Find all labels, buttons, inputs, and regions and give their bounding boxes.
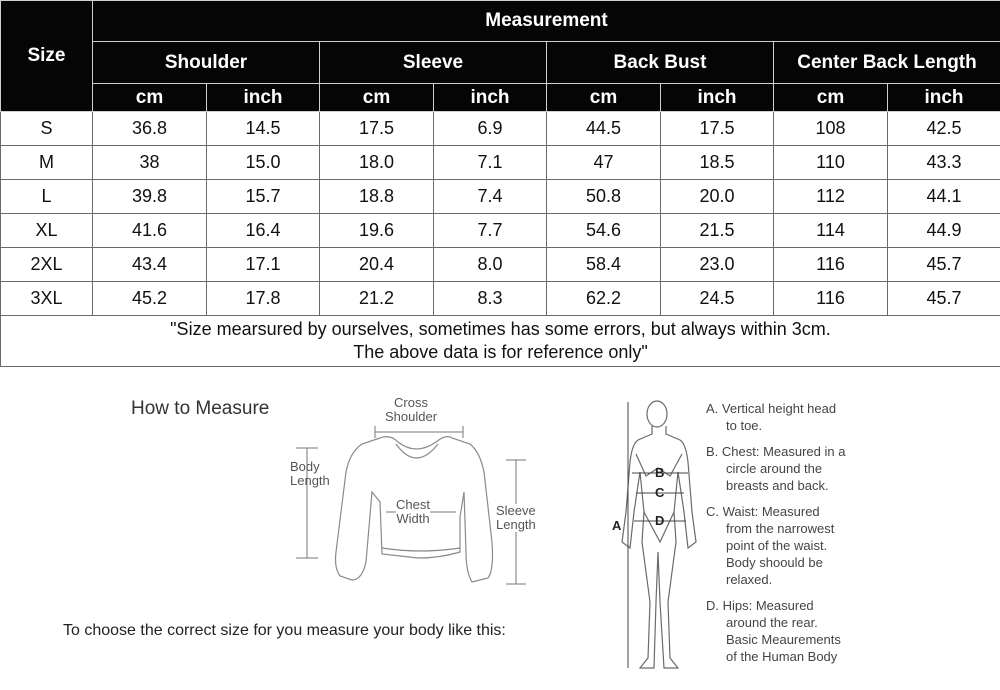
size-cell: M bbox=[1, 146, 93, 180]
unit-header: cm bbox=[774, 84, 888, 112]
table-row bbox=[1, 282, 1000, 316]
size-cell: 3XL bbox=[1, 282, 93, 316]
note-line: to toe. bbox=[726, 418, 763, 433]
size-cell: 2XL bbox=[1, 248, 93, 282]
note-line: of the Human Body bbox=[726, 649, 838, 664]
value-cell: 47 bbox=[547, 146, 661, 180]
body-illustration bbox=[622, 401, 696, 668]
value-cell: 24.5 bbox=[661, 282, 774, 316]
value-cell: 16.4 bbox=[207, 214, 320, 248]
note-line: Body shoould be bbox=[726, 555, 823, 570]
value-cell: 50.8 bbox=[547, 180, 661, 214]
note-line: from the narrowest bbox=[726, 521, 835, 536]
note-line-2: The above data is for reference only" bbox=[353, 342, 648, 362]
value-cell: 20.0 bbox=[661, 180, 774, 214]
measurement-notes bbox=[706, 400, 896, 674]
value-cell: 54.6 bbox=[547, 214, 661, 248]
value-cell: 21.5 bbox=[661, 214, 774, 248]
label-line: Length bbox=[290, 473, 330, 488]
value-cell: 45.7 bbox=[888, 248, 1000, 282]
value-cell: 19.6 bbox=[320, 214, 434, 248]
note-c bbox=[706, 503, 896, 588]
note-line: A. Vertical height head bbox=[706, 401, 837, 416]
table-row bbox=[1, 248, 1000, 282]
value-cell: 20.4 bbox=[320, 248, 434, 282]
note-line: C. Waist: Measured bbox=[706, 504, 820, 519]
value-cell: 8.0 bbox=[434, 248, 547, 282]
letter-a: A bbox=[612, 518, 622, 533]
value-cell: 18.8 bbox=[320, 180, 434, 214]
measurement-header: Measurement bbox=[93, 1, 1000, 42]
size-cell: XL bbox=[1, 214, 93, 248]
value-cell: 116 bbox=[774, 248, 888, 282]
value-cell: 17.5 bbox=[661, 112, 774, 146]
note-d bbox=[706, 597, 896, 665]
body-length-label bbox=[290, 460, 330, 488]
letter-c: C bbox=[655, 485, 665, 500]
how-to-measure-guide bbox=[0, 372, 1000, 690]
unit-header: cm bbox=[547, 84, 661, 112]
table-row bbox=[1, 146, 1000, 180]
value-cell: 36.8 bbox=[93, 112, 207, 146]
body-measure-lines bbox=[628, 402, 688, 668]
table-row bbox=[1, 112, 1000, 146]
value-cell: 17.5 bbox=[320, 112, 434, 146]
size-header: Size bbox=[1, 1, 93, 112]
sleeve-length-label bbox=[496, 504, 536, 532]
value-cell: 18.5 bbox=[661, 146, 774, 180]
cross-shoulder-label bbox=[385, 396, 437, 424]
value-cell: 43.4 bbox=[93, 248, 207, 282]
table-note bbox=[1, 316, 1000, 367]
value-cell: 39.8 bbox=[93, 180, 207, 214]
value-cell: 44.5 bbox=[547, 112, 661, 146]
note-line: breasts and back. bbox=[726, 478, 829, 493]
value-cell: 112 bbox=[774, 180, 888, 214]
value-cell: 15.7 bbox=[207, 180, 320, 214]
value-cell: 45.2 bbox=[93, 282, 207, 316]
note-b bbox=[706, 443, 896, 494]
shoulder-header: Shoulder bbox=[93, 42, 320, 84]
value-cell: 42.5 bbox=[888, 112, 1000, 146]
letter-d: D bbox=[655, 513, 665, 528]
center-back-length-header: Center Back Length bbox=[774, 42, 1000, 84]
chest-width-label bbox=[396, 498, 430, 526]
value-cell: 43.3 bbox=[888, 146, 1000, 180]
note-line: B. Chest: Measured in a bbox=[706, 444, 846, 459]
note-a bbox=[706, 400, 896, 434]
value-cell: 17.8 bbox=[207, 282, 320, 316]
value-cell: 58.4 bbox=[547, 248, 661, 282]
value-cell: 14.5 bbox=[207, 112, 320, 146]
unit-header: cm bbox=[93, 84, 207, 112]
value-cell: 7.4 bbox=[434, 180, 547, 214]
table-row bbox=[1, 214, 1000, 248]
note-line-1: "Size mearsured by ourselves, sometimes has some errors, but always within 3cm. bbox=[170, 319, 831, 339]
size-cell: L bbox=[1, 180, 93, 214]
back-bust-header: Back Bust bbox=[547, 42, 774, 84]
label-line: Shoulder bbox=[385, 409, 438, 424]
unit-header: inch bbox=[207, 84, 320, 112]
sleeve-header: Sleeve bbox=[320, 42, 547, 84]
value-cell: 44.9 bbox=[888, 214, 1000, 248]
unit-header: inch bbox=[661, 84, 774, 112]
unit-header: cm bbox=[320, 84, 434, 112]
label-line: Length bbox=[496, 517, 536, 532]
table-row bbox=[1, 180, 1000, 214]
how-to-measure-title: How to Measure bbox=[131, 398, 270, 419]
value-cell: 110 bbox=[774, 146, 888, 180]
value-cell: 41.6 bbox=[93, 214, 207, 248]
value-cell: 38 bbox=[93, 146, 207, 180]
size-cell: S bbox=[1, 112, 93, 146]
note-line: D. Hips: Measured bbox=[706, 598, 814, 613]
value-cell: 18.0 bbox=[320, 146, 434, 180]
label-line: Body bbox=[290, 459, 320, 474]
note-line: relaxed. bbox=[726, 572, 773, 587]
value-cell: 23.0 bbox=[661, 248, 774, 282]
value-cell: 8.3 bbox=[434, 282, 547, 316]
note-line: around the rear. bbox=[726, 615, 818, 630]
size-rows bbox=[1, 112, 1000, 316]
label-line: Chest bbox=[396, 497, 430, 512]
value-cell: 7.1 bbox=[434, 146, 547, 180]
value-cell: 116 bbox=[774, 282, 888, 316]
value-cell: 62.2 bbox=[547, 282, 661, 316]
unit-header: inch bbox=[434, 84, 547, 112]
note-line: point of the waist. bbox=[726, 538, 828, 553]
unit-header: inch bbox=[888, 84, 1000, 112]
value-cell: 7.7 bbox=[434, 214, 547, 248]
value-cell: 44.1 bbox=[888, 180, 1000, 214]
note-line: circle around the bbox=[726, 461, 823, 476]
label-line: Sleeve bbox=[496, 503, 536, 518]
value-cell: 45.7 bbox=[888, 282, 1000, 316]
choose-size-text: To choose the correct size for you measure your body like this: bbox=[63, 622, 506, 639]
letter-b: B bbox=[655, 465, 665, 480]
label-line: Width bbox=[396, 511, 430, 526]
value-cell: 15.0 bbox=[207, 146, 320, 180]
value-cell: 6.9 bbox=[434, 112, 547, 146]
label-line: Cross bbox=[394, 395, 428, 410]
value-cell: 17.1 bbox=[207, 248, 320, 282]
value-cell: 21.2 bbox=[320, 282, 434, 316]
value-cell: 114 bbox=[774, 214, 888, 248]
note-line: Basic Meaurements bbox=[726, 632, 841, 647]
value-cell: 108 bbox=[774, 112, 888, 146]
